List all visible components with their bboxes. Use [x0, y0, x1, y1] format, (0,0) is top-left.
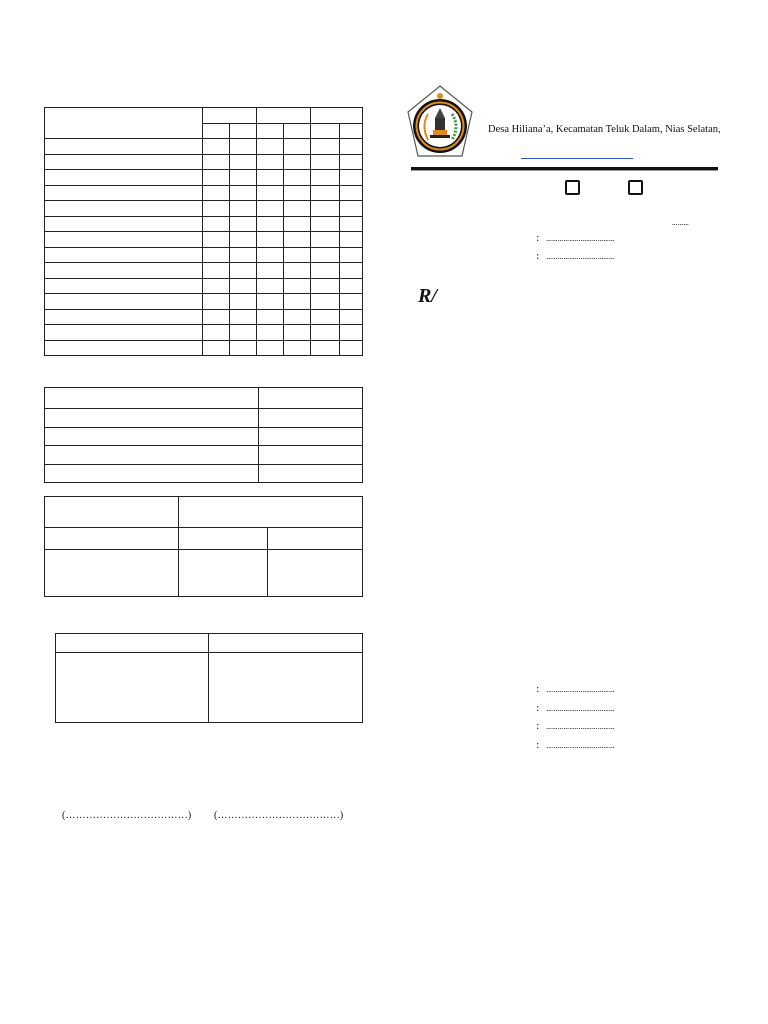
table-row — [45, 294, 363, 310]
regency-emblem-logo — [406, 84, 474, 160]
table-row — [45, 216, 363, 232]
table-header-row — [45, 108, 363, 124]
patient-field-1[interactable]: : ……………………………… — [535, 234, 615, 244]
table-row — [45, 185, 363, 201]
table-header-row — [56, 634, 363, 653]
checkbox-option-1[interactable] — [565, 180, 580, 195]
table-row — [56, 653, 363, 723]
prescription-symbol: R/ — [418, 285, 437, 307]
header-link-underline[interactable] — [521, 158, 633, 159]
patient-field-2[interactable]: : ……………………………… — [535, 252, 615, 262]
record-table-1 — [44, 107, 363, 356]
table-header-row — [45, 388, 363, 409]
table-row — [45, 325, 363, 341]
table-row — [45, 446, 363, 465]
table-row — [45, 550, 363, 597]
signature-line-right: (………………………………) — [214, 810, 344, 821]
header-divider — [411, 167, 718, 170]
table-row — [45, 247, 363, 263]
table-row — [45, 427, 363, 446]
table-row — [45, 139, 363, 155]
table-header-cell — [257, 108, 311, 124]
table-subheader-row — [45, 528, 363, 550]
table-header-row — [45, 497, 363, 528]
table-header-cell — [203, 108, 257, 124]
table-row — [45, 201, 363, 217]
table-row — [45, 309, 363, 325]
record-table-2 — [44, 387, 363, 483]
checkbox-option-2[interactable] — [628, 180, 643, 195]
institution-address: Desa Hiliana’a, Kecamatan Teluk Dalam, Nias Selatan, — [488, 124, 721, 135]
table-row — [45, 232, 363, 248]
table-row — [45, 154, 363, 170]
bottom-field-2[interactable]: : ……………………………… — [535, 704, 615, 714]
bottom-field-1[interactable]: : ……………………………… — [535, 685, 615, 695]
record-table-4 — [55, 633, 363, 723]
table-header-cell — [45, 108, 203, 139]
table-header-cell — [311, 108, 363, 124]
table-row — [45, 340, 363, 356]
table-row — [45, 170, 363, 186]
record-table-3 — [44, 496, 363, 597]
date-field-dots[interactable]: ……… — [672, 218, 690, 228]
table-row — [45, 278, 363, 294]
table-row — [45, 464, 363, 483]
signature-line-left: (………………………………) — [62, 810, 192, 821]
bottom-field-4[interactable]: : ……………………………… — [535, 741, 615, 751]
table-row — [45, 409, 363, 428]
bottom-field-3[interactable]: : ……………………………… — [535, 722, 615, 732]
table-row — [45, 263, 363, 279]
